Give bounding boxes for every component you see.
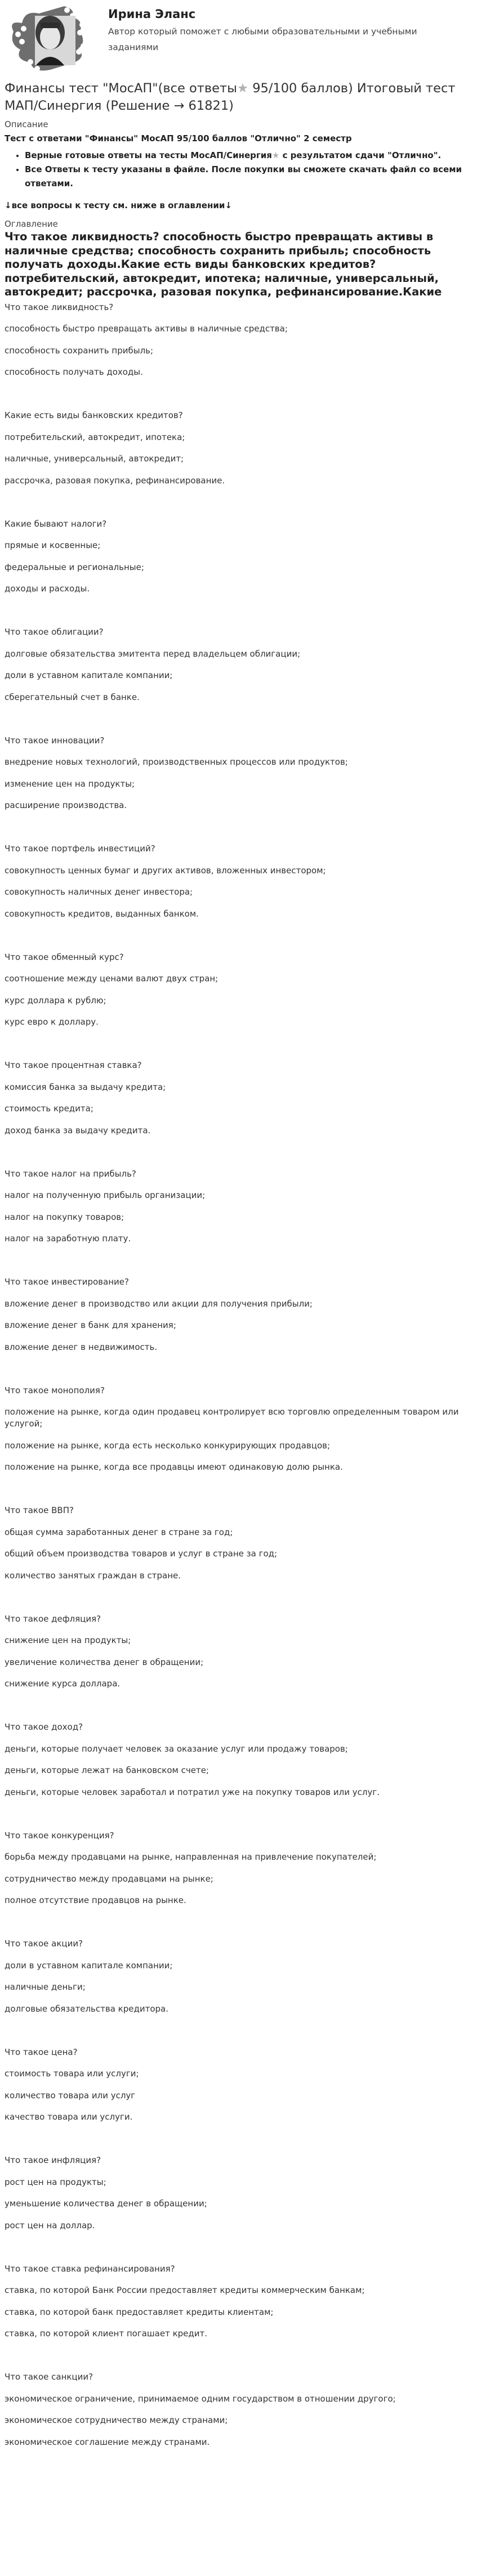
- avatar[interactable]: [8, 3, 90, 73]
- answer-option: рассрочка, разовая покупка, рефинансирование.: [5, 475, 225, 486]
- answer-option: ставка, по которой банк предоставляет кредиты клиентам;: [5, 2306, 274, 2317]
- answer-option: курс доллара к рублю;: [5, 995, 106, 1006]
- answer-option: деньги, которые человек заработал и потратил уже на покупку товаров или услуг.: [5, 1787, 380, 1797]
- spacer: [5, 2241, 472, 2253]
- answer-option: общая сумма заработанных денег в стране за год;: [5, 1527, 233, 1537]
- answer-option: долговые обязательства эмитента перед владельцем облигации;: [5, 648, 301, 659]
- answer-option: снижение цен на продукты;: [5, 1635, 131, 1645]
- answer-option: доли в уставном капитале компании;: [5, 1960, 173, 1971]
- answer-option: рост цен на продукты;: [5, 2176, 106, 2187]
- answer-option: долговые обязательства кредитора.: [5, 2003, 168, 2014]
- answer-option: совокупность ценных бумаг и других активов, вложенных инвестором;: [5, 865, 326, 876]
- description-bullet: [25, 163, 472, 191]
- answer-option: изменение цен на продукты;: [5, 778, 135, 789]
- answer-option: полное отсутствие продавцов на рынке.: [5, 1895, 186, 1905]
- spacer: [5, 2025, 472, 2036]
- question-text: Что такое конкуренция?: [5, 1830, 114, 1841]
- answer-option: экономическое соглашение между странами.: [5, 2436, 210, 2447]
- question-text: Что такое инфляция?: [5, 2155, 101, 2165]
- question-text: Что такое цена?: [5, 2047, 78, 2057]
- author-name[interactable]: Ирина Эланс: [108, 7, 196, 21]
- star-icon: ★: [237, 81, 249, 96]
- answer-option: внедрение новых технологий, производственных процессов или продуктов;: [5, 757, 348, 767]
- question-text: Что такое ставка рефинансирования?: [5, 2263, 175, 2274]
- question-text: Что такое облигации?: [5, 627, 104, 637]
- question-text: Что такое дефляция?: [5, 1613, 101, 1624]
- question-text: Какие есть виды банковских кредитов?: [5, 410, 183, 420]
- answer-option: налог на покупку товаров;: [5, 1211, 124, 1222]
- answer-option: деньги, которые получает человек за оказание услуг или продажу товаров;: [5, 1743, 348, 1754]
- answer-option: расширение производства.: [5, 800, 127, 810]
- answer-option: рост цен на доллар.: [5, 2220, 95, 2231]
- answer-option: налог на полученную прибыль организации;: [5, 1190, 206, 1200]
- spacer: [5, 930, 472, 941]
- answer-option: сотрудничество между продавцами на рынке;: [5, 1873, 213, 1884]
- question-text: Что такое ВВП?: [5, 1505, 74, 1515]
- question-text: Что такое инвестирование?: [5, 1277, 129, 1287]
- answer-option: комиссия банка за выдачу кредита;: [5, 1081, 166, 1092]
- answer-option: положение на рынке, когда один продавец контролирует всю торговлю определенным товаром или услугой;: [5, 1407, 459, 1429]
- spacer: [5, 605, 472, 617]
- answer-option: доход банка за выдачу кредита.: [5, 1125, 151, 1136]
- question-text: Что такое ликвидность?: [5, 302, 114, 312]
- answer-option: совокупность наличных денег инвестора;: [5, 887, 193, 897]
- description-bullet: [25, 149, 472, 163]
- answer-option: способность получать доходы.: [5, 367, 143, 377]
- answer-option: борьба между продавцами на рынке, направленная на привлечение покупателей;: [5, 1852, 377, 1862]
- spacer: [5, 713, 472, 725]
- answer-option: экономическое сотрудничество между странами;: [5, 2415, 228, 2425]
- question-text: Что такое санкции?: [5, 2372, 93, 2382]
- bullet-text: Верные готовые ответы на тесты МосАП/Синергия: [25, 150, 272, 160]
- title-part2: 95/100 баллов) Итоговый тест МАП/Синергия (Решение → 61821): [5, 81, 456, 113]
- answer-option: доходы и расходы.: [5, 584, 90, 594]
- answer-option: федеральные и региональные;: [5, 562, 144, 572]
- spacer: [5, 1591, 472, 1603]
- description-headline: Тест с ответами "Финансы" МосАП 95/100 баллов "Отлично" 2 семестр: [5, 133, 352, 143]
- answer-option: ставка, по которой Банк России предоставляет кредиты коммерческим банкам;: [5, 2285, 365, 2295]
- question-text: Что такое доход?: [5, 1722, 83, 1732]
- answer-option: стоимость товара или услуги;: [5, 2068, 139, 2079]
- star-icon: ★: [271, 150, 280, 160]
- answer-option: количество товара или услуг: [5, 2090, 136, 2101]
- answer-option: налог на заработную плату.: [5, 1233, 131, 1244]
- bullet-text: Все Ответы к тесту указаны в файле. После покупки вы сможете скачать файл со всеми ответами.: [25, 164, 462, 189]
- answer-option: положение на рынке, когда есть несколько конкурирующих продавцов;: [5, 1440, 331, 1451]
- spacer: [5, 1808, 472, 1820]
- question-text: Что такое портфель инвестиций?: [5, 843, 155, 854]
- spacer: [5, 1038, 472, 1050]
- spacer: [5, 388, 472, 400]
- question-text: Что такое монополия?: [5, 1385, 105, 1395]
- answer-option: экономическое ограничение, принимаемое одним государством в отношении другого;: [5, 2393, 396, 2404]
- answer-option: количество занятых граждан в стране.: [5, 1570, 181, 1581]
- spacer: [5, 1363, 472, 1375]
- toc-hint: ↓все вопросы к тесту см. ниже в оглавлении↓: [5, 200, 232, 210]
- answer-option: наличные, универсальный, автокредит;: [5, 454, 184, 464]
- bullet-text-end: с результатом сдачи "Отлично".: [279, 150, 442, 160]
- spacer: [5, 496, 472, 508]
- question-text: Что такое налог на прибыль?: [5, 1168, 136, 1179]
- answer-option: курс евро к доллару.: [5, 1017, 99, 1027]
- answer-option: увеличение количества денег в обращении;: [5, 1657, 204, 1667]
- spacer: [5, 822, 472, 833]
- spacer: [5, 2350, 472, 2362]
- question-text: Какие бывают налоги?: [5, 518, 107, 529]
- question-text: Что такое процентная ставка?: [5, 1060, 142, 1070]
- question-text: Что такое акции?: [5, 1938, 83, 1949]
- answer-option: прямые и косвенные;: [5, 540, 101, 550]
- answer-option: снижение курса доллара.: [5, 1679, 121, 1689]
- answer-option: соотношение между ценами валют двух стран;: [5, 973, 219, 984]
- answer-option: совокупность кредитов, выданных банком.: [5, 908, 199, 919]
- answer-option: положение на рынке, когда все продавцы имеют одинаковую долю рынка.: [5, 1462, 343, 1472]
- question-text: Что такое обменный курс?: [5, 952, 124, 962]
- answer-option: деньги, которые лежат на банковском счете;: [5, 1765, 209, 1775]
- answer-option: сберегательный счет в банке.: [5, 692, 140, 702]
- answer-option: общий объем производства товаров и услуг в стране за год;: [5, 1549, 278, 1559]
- spacer: [5, 1255, 472, 1267]
- answer-option: способность сохранить прибыль;: [5, 345, 154, 356]
- toc-label: Оглавление: [5, 219, 58, 229]
- avatar-photo-icon: [8, 3, 90, 73]
- answer-option: потребительский, автокредит, ипотека;: [5, 432, 185, 442]
- question-text: Что такое инновации?: [5, 735, 105, 746]
- spacer: [5, 1146, 472, 1158]
- author-info: [108, 6, 457, 55]
- answer-option: стоимость кредита;: [5, 1103, 93, 1114]
- answer-option: вложение денег в банк для хранения;: [5, 1320, 176, 1330]
- answer-option: наличные деньги;: [5, 1982, 86, 1992]
- title-part1: Финансы тест "МосАП"(все ответы: [5, 81, 237, 96]
- questions-list: [5, 302, 472, 2448]
- toc-text: Что такое ликвидность? способность быстро превращать активы в наличные средства; способность сохранить прибыль; способность получать доходы.Какие есть виды банковских кредитов? потребительский, автокредит, ипотека; наличные, универсальный, автокредит; рассрочка, разовая покупка, рефинансирование.Какие: [5, 230, 442, 298]
- spacer: [5, 2133, 472, 2145]
- answer-option: вложение денег в недвижимость.: [5, 1341, 158, 1352]
- author-description: Автор который поможет с любыми образовательными и учебными заданиями: [108, 26, 417, 52]
- description-label: Описание: [5, 119, 48, 129]
- answer-option: способность быстро превращать активы в наличные средства;: [5, 324, 288, 334]
- answer-option: качество товара или услуги.: [5, 2112, 133, 2122]
- answer-option: уменьшение количества денег в обращении;: [5, 2198, 207, 2209]
- description-bullets: [5, 149, 472, 191]
- spacer: [5, 1917, 472, 1928]
- answer-option: вложение денег в производство или акции для получения прибыли;: [5, 1298, 313, 1309]
- spacer: [5, 1483, 472, 1495]
- answer-option: доли в уставном капитале компании;: [5, 670, 173, 680]
- author-header: [5, 0, 472, 79]
- answer-option: ставка, по которой клиент погашает кредит.: [5, 2328, 208, 2339]
- spacer: [5, 1700, 472, 1712]
- page-title: [5, 80, 472, 115]
